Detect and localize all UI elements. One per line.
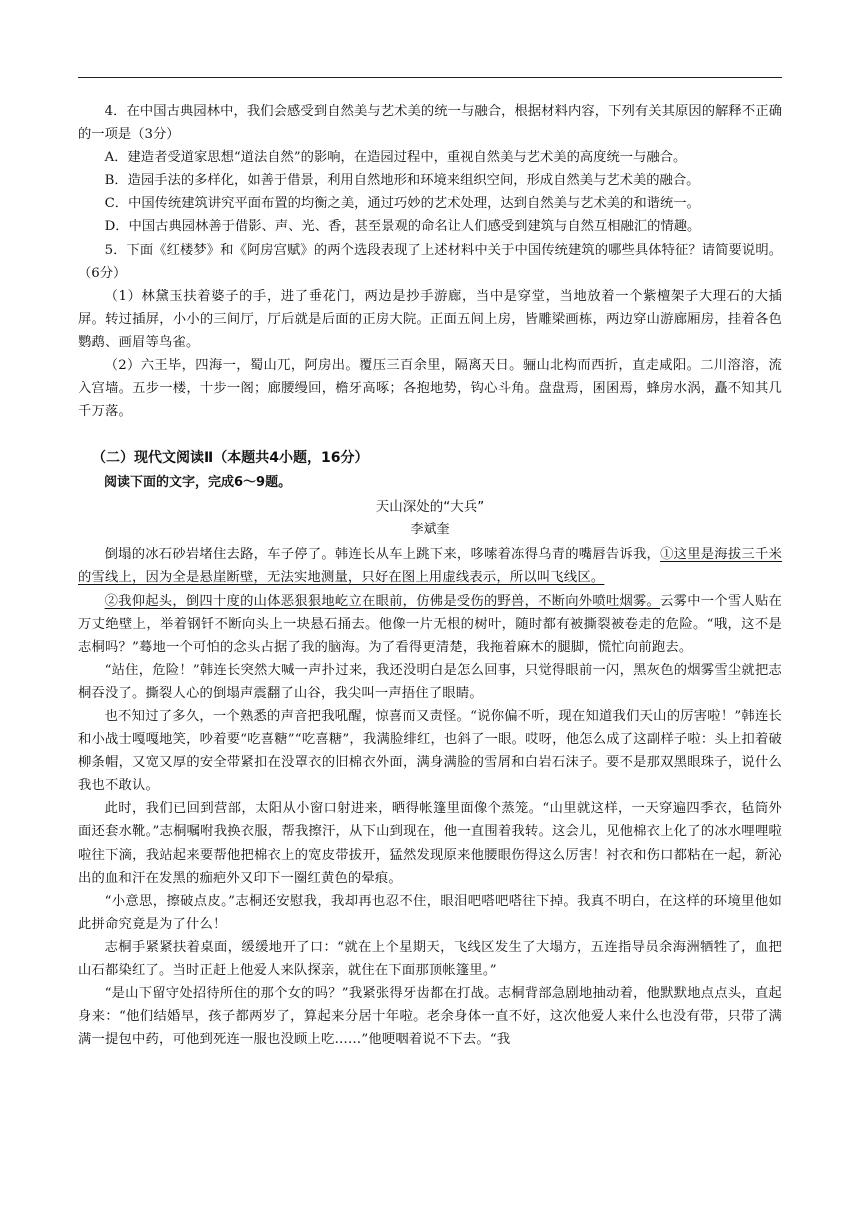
- question-4-option-a: A．建造者受道家思想“道法自然”的影响，在造园过程中，重视自然美与艺术美的高度统一与融合。: [104, 150, 687, 166]
- story-paragraph-3: “站住，危险！”韩连长突然大喊一声扑过来，我还没明白是怎么回事，只觉得眼前一闪，黑灰色的烟雾雪尘就把志桐吞没了。撕裂人心的倒塌声震翻了山谷，我尖叫一声捂住了眼睛。: [78, 662, 782, 701]
- article-author: 李斌奎: [410, 522, 450, 538]
- question-5-stem: 5．下面《红楼梦》和《阿房宫赋》的两个选段表现了上述材料中关于中国传统建筑的哪些具体特征？请简要说明。（6分）: [78, 242, 782, 281]
- header-rule: [78, 77, 782, 78]
- underlined-sentence-1: ①这里是海拔三千米的雪线上，因为全是悬崖断壁，无法实地测量，只好在图上用虚线表示，所以叫飞线区。: [78, 547, 782, 586]
- story-paragraph-6: “小意思，擦破点皮。”志桐还安慰我，我却再也忍不住，眼泪吧嗒吧嗒往下掉。我真不明白，在这样的环境里他如此拼命究竟是为了什么！: [78, 893, 782, 932]
- story-paragraph-7: 志桐手紧紧扶着桌面，缓缓地开了口：“就在上个星期天，飞线区发生了大塌方，五连指导员余海洲牺牲了，血把山石都染红了。当时正赶上他爱人来队探亲，就住在下面那顶帐篷里。”: [78, 939, 782, 978]
- article-title: 天山深处的“大兵”: [375, 499, 485, 516]
- question-5-excerpt-2: （2）六王毕，四海一，蜀山兀，阿房出。覆压三百余里，隔离天日。骊山北构而西折，直走咸阳。二川溶溶，流入宫墙。五步一楼，十步一阁；廊腰缦回，檐牙高啄；各抱地势，钩心斗角。盘盘焉，囷囷焉，蜂房水涡，矗不知其几千万落。: [78, 358, 782, 420]
- question-4-option-b: B．造园手法的多样化，如善于借景，利用自然地形和环境来组织空间，形成自然美与艺术美的融合。: [104, 173, 700, 189]
- question-4-option-d: D．中国古典园林善于借影、声、光、香，甚至景观的命名让人们感受到建筑与自然互相融汇的情趣。: [104, 219, 701, 235]
- story-p1-text: 倒塌的冰石砂岩堵住去路，车子停了。韩连长从车上跳下来，哆嗦着冻得乌青的嘴唇告诉我，: [104, 547, 661, 563]
- story-paragraph-5: 此时，我们已回到营部，太阳从小窗口射进来，晒得帐篷里面像个蒸笼。“山里就这样，一天穿遍四季衣，毡筒外面还套水靴。”志桐嘱咐我换衣服，帮我擦汗，从下山到现在，他一直围着我转。这会儿，见他棉衣上化了的冰水哩哩啦啦往下滴，我站起来要帮他把棉衣上的宽皮带拔开，猛然发现原来他腰眼伤得这么厉害！衬衣和伤口都粘在一起，新沁出的血和汗在发黑的痂疤外又印下一圈红黄色的晕痕。: [78, 801, 782, 886]
- story-paragraph-8: “是山下留守处招待所住的那个女的吗？”我紧张得牙齿都在打战。志桐背部急剧地抽动着，他默默地点点头，直起身来：“他们结婚早，孩子都两岁了，算起来分居十年啦。老余身体一直不好，这次他爱人来什么也没有带，只带了满满一提包中药，可他到死连一服也没顾上吃……”他哽咽着说不下去。“我: [78, 986, 782, 1048]
- story-paragraph-1: [78, 543, 782, 589]
- question-4-stem: 4．在中国古典园林中，我们会感受到自然美与艺术美的统一与融合，根据材料内容，下列有关其原因的解释不正确的一项是（3分）: [78, 104, 782, 143]
- story-paragraph-4: 也不知过了多久，一个熟悉的声音把我吼醒，惊喜而又责怪。“说你偏不听，现在知道我们天山的厉害啦！”韩连长和小战士嘎嘎地笑，吵着要“吃喜糖”“吃喜糖”，我满脸绯红，也斜了一眼。哎呀，他怎么成了这副样子啦：头上扣着破柳条帽，又宽又厚的安全带紧扣在没罩衣的旧棉衣外面，满身满脸的雪屑和白岩石沫子。要不是那双黑眼珠子，说什么我也不敢认。: [78, 708, 782, 794]
- question-5-excerpt-1: （1）林黛玉扶着婆子的手，进了垂花门，两边是抄手游廊，当中是穿堂，当地放着一个紫檀架子大理石的大插屏。转过插屏，小小的三间厅，厅后就是后面的正房大院。正面五间上房，皆雕梁画栋，两边穿山游廊厢房，挂着各色鹦鹉、画眉等鸟雀。: [78, 288, 782, 350]
- story-paragraph-2: [78, 590, 782, 659]
- section-instruction: 阅读下面的文字，完成6～9题。: [104, 475, 292, 491]
- question-4-option-c: C．中国传统建筑讲究平面布置的均衡之美，通过巧妙的艺术处理，达到自然美与艺术美的和谐统一。: [104, 196, 700, 212]
- underlined-sentence-2: ②我仰起头，倒四十度的山体恶狠狠地屹立在眼前，仿佛是受伤的野兽，不断向外喷吐烟雾。: [104, 593, 661, 609]
- section-heading: （二）现代文阅读Ⅱ（本题共4小题，16分）: [92, 450, 369, 467]
- story-p2-text: 云雾中一个雪人贴在万丈绝壁上，举着钢钎不断向头上一块悬石捅去。他像一片无根的树叶，随时都有被撕裂被卷走的危险。“哦，这不是志桐吗？”蓦地一个可怕的念头占据了我的脑海。为了看得更清楚，我拖着麻木的腿脚，慌忙向前跑去。: [78, 593, 782, 655]
- document-body: [78, 100, 782, 1051]
